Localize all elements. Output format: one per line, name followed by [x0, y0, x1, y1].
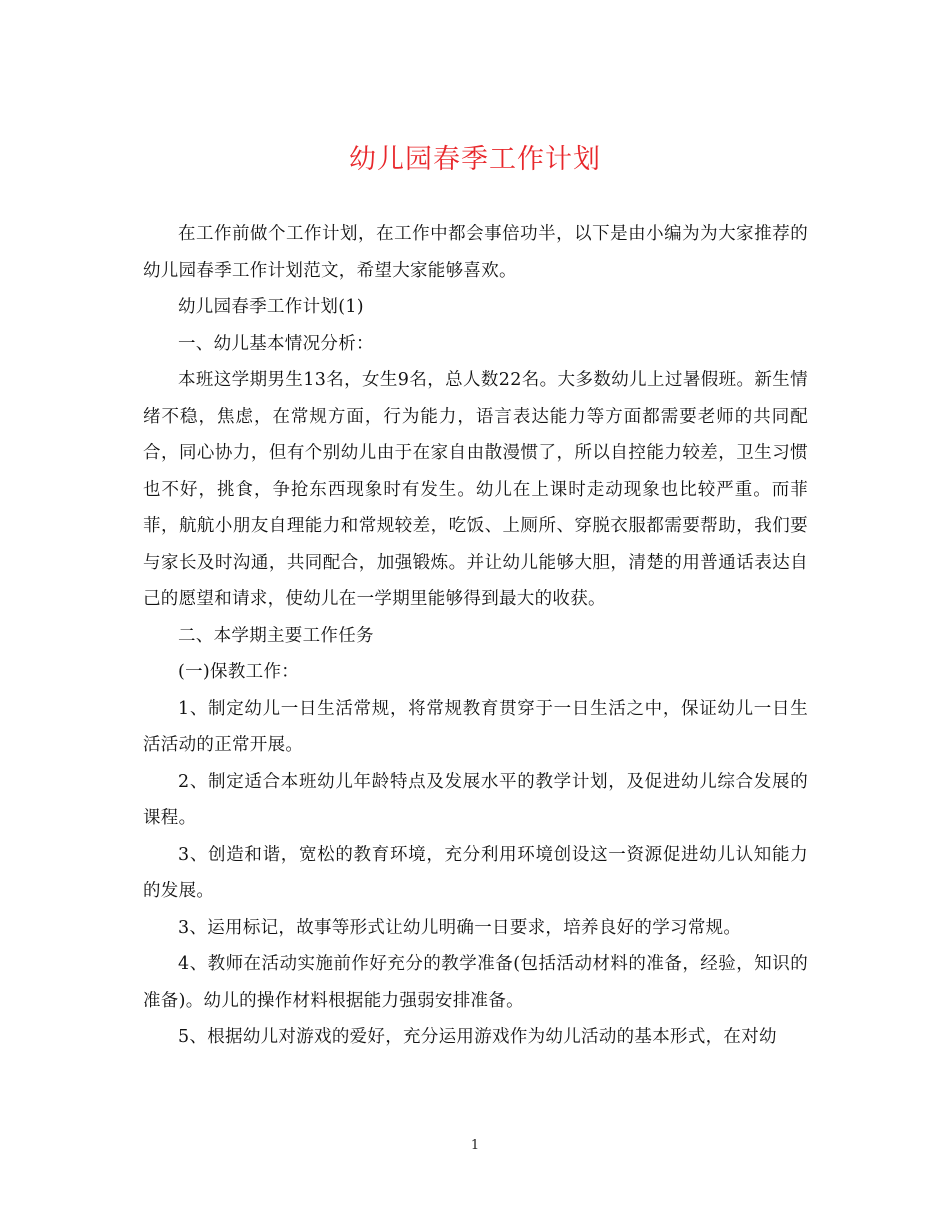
section-heading-tasks: 二、本学期主要工作任务 — [178, 625, 374, 646]
task-item-1: 1、制定幼儿一日生活常规，将常规教育贯穿于一日生活之中，保证幼儿一日生活活动的正常开展。 — [143, 698, 808, 755]
analysis-paragraph: 本班这学期男生13名，女生9名，总人数22名。大多数幼儿上过暑假班。新生情绪不稳，焦虑，在常规方面，行为能力，语言表达能力等方面都需要老师的共同配合，同心协力，但有个别幼儿由于在家自由散漫惯了，所以自控能力较差，卫生习惯也不好，挑食，争抢东西现象时有发生。幼儿在上课时走动现象也比较严重。而菲菲，航航小朋友自理能力和常规较差，吃饭、上厕所、穿脱衣服都需要帮助，我们要与家长及时沟通，共同配合，加强锻炼。并让幼儿能够大胆，清楚的用普通话表达自己的愿望和请求，使幼儿在一学期里能够得到最大的收获。 — [143, 370, 808, 609]
task-item-5: 5、根据幼儿对游戏的爱好，充分运用游戏作为幼儿活动的基本形式，在对幼 — [178, 1027, 777, 1047]
section-heading-analysis: 一、幼儿基本情况分析： — [178, 333, 374, 354]
task-item-2: 2、制定适合本班幼儿年龄特点及发展水平的教学计划，及促进幼儿综合发展的课程。 — [143, 771, 808, 828]
task-item-3b: 3、运用标记，故事等形式让幼儿明确一日要求，培养良好的学习常规。 — [178, 917, 742, 938]
intro-paragraph: 在工作前做个工作计划，在工作中都会事倍功半，以下是由小编为为大家推荐的幼儿园春季工作计划范文，希望大家能够喜欢。 — [143, 224, 808, 281]
plan-heading: 幼儿园春季工作计划(1) — [178, 297, 364, 317]
page-number: 1 — [470, 1138, 480, 1153]
subsection-heading-care: (一)保教工作： — [178, 662, 300, 682]
document-body — [143, 216, 808, 1056]
task-item-3a: 3、创造和谐，宽松的教育环境，充分利用环境创设这一资源促进幼儿认知能力的发展。 — [143, 844, 808, 901]
document-title: 幼儿园春季工作计划 — [349, 144, 601, 175]
task-item-4: 4、教师在活动实施前作好充分的教学准备(包括活动材料的准备，经验，知识的准备)。幼儿的操作材料根据能力强弱安排准备。 — [143, 954, 808, 1011]
